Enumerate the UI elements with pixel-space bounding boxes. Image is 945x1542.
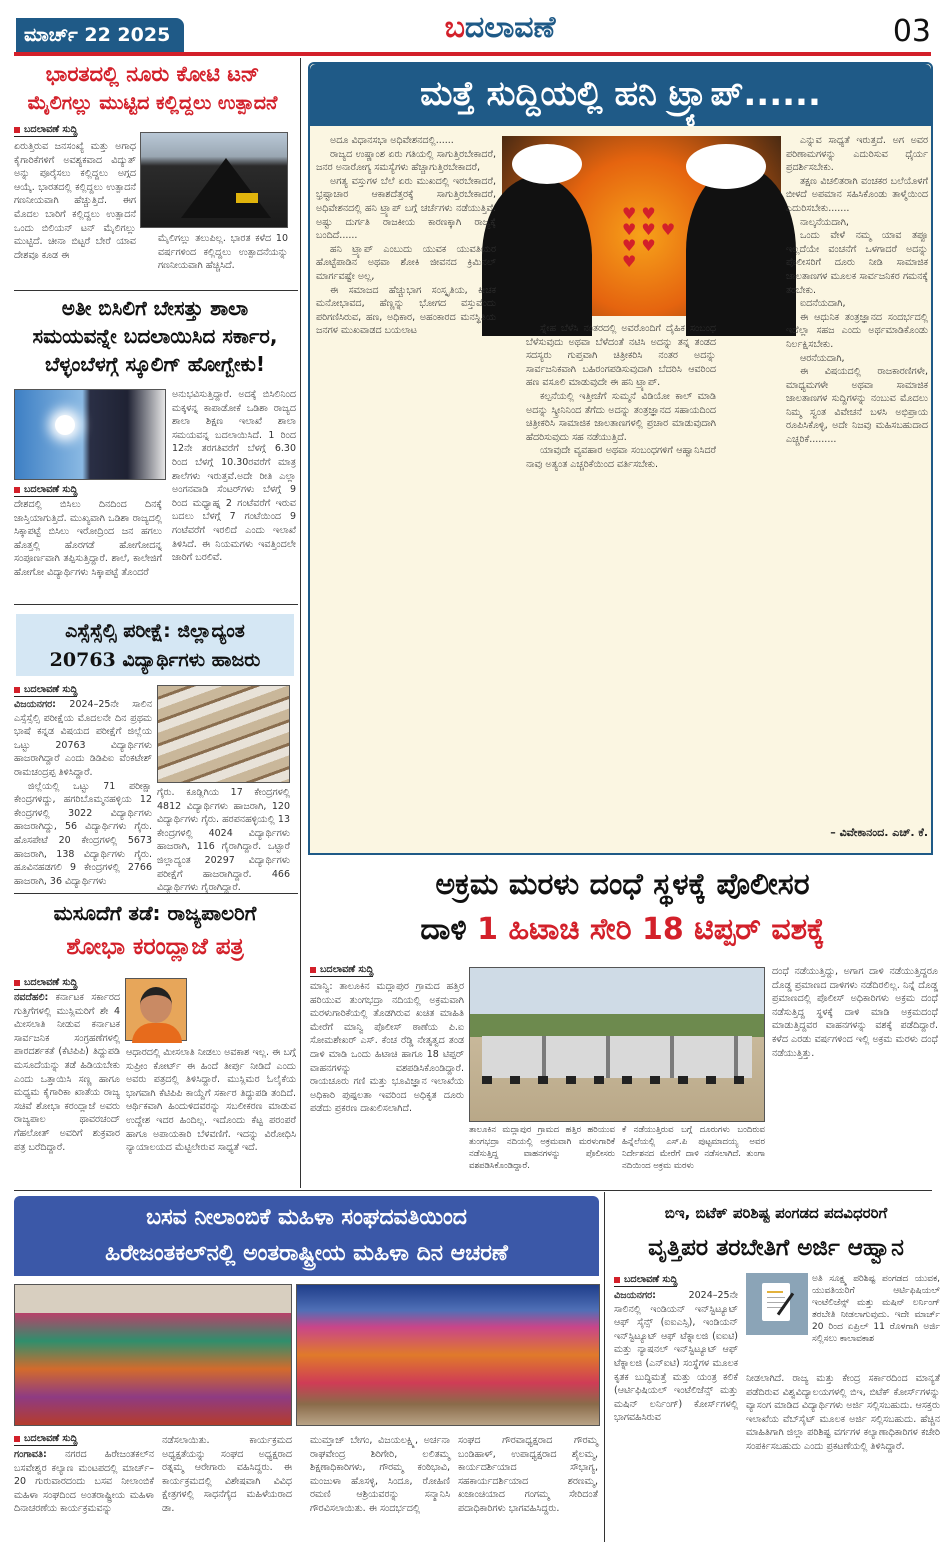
headline (305, 862, 940, 958)
column-divider (300, 58, 301, 1188)
event-photo-2 (296, 1284, 600, 1426)
heat-school-photo (14, 389, 166, 480)
article-text: ಅನುಭವಿಸುತ್ತಿದ್ದಾರೆ. ಅದಕ್ಕೆ ಬಿಸಿಲಿನಿಂದ ಮಕ್ಕಳನ್ನ ಕಾಪಾಡೋಕೆ ಒಡಿಶಾ ರಾಜ್ಯದ ಶಾಲಾ ಶಿಕ್ಷಣ ಇಲಾಖೆ ಶಾಲಾ ಸಮಯವನ್ನ ಬದಲಾಯಿಸಿದೆ. 1 ರಿಂದ 12ನೇ ತರಗತಿವರೆಗೆ ಬೆಳಗ್ಗೆ 6.30 ರಿಂದ ಬೆಳಗ್ಗೆ 10.30ರವರೆಗೆ ಮಾತ್ರ ಶಾಲೆಗಳು ಇರುತ್ತವೆ.ಅದೇ ರೀತಿ ಎಲ್ಲಾ ಅಂಗನವಾಡಿ ಸೆಂಟರ್‌ಗಳು ಬೆಳಗ್ಗೆ 9 ರಿಂದ ಮಧ್ಯಾಹ್ನ 2 ಗಂಟೆವರೆಗೆ ಇರುವ ಬದಲು ಬೆಳಗ್ಗೆ 7 ಗಂಟೆಯಿಂದ 9 ಗಂಟೆವರೆಗೆ ಇರಲಿದೆ ಎಂದು ಇಲಾಖೆ ತಿಳಿಸಿದೆ. ಈ ನಿಯಮಗಳು ಇವತ್ತಿಂದಲೇ ಜಾರಿಗೆ ಬರಲಿವೆ. (172, 389, 296, 564)
event-photo-1 (14, 1284, 292, 1426)
headline-line: ವೃತ್ತಿಪರ ತರಬೇತಿಗೆ ಅರ್ಜಿ ಆಹ್ವಾನ (648, 1235, 904, 1261)
article-text: ಸಂಘದ ಗೌರವಾಧ್ಯಕ್ಷರಾದ ಗೌರಮ್ಮ ಬಂಡಿಹಾಳ್, ಉಪಾಧ್ಯಕ್ಷರಾದ ಶೈಲಮ್ಮ, ಕಾರ್ಯದರ್ಶಿಯಾದ ಸೌಭಾಗ್ಯ, ಸಹಕಾರ್ಯದರ್ಶಿಯಾದ ಶರಣಮ್ಮ, ಖಜಾಂಚಿಯಾದ ಗಂಗಮ್ಮ ಸೇರಿದಂತೆ ಪದಾಧಿಕಾರಿಗಳು ಭಾಗವಹಿಸಿದ್ದರು. (458, 1435, 598, 1514)
dateline: ವಿಜಯನಗರ: (614, 1290, 656, 1301)
headline-line: ಹಿರೇಜಂತಕಲ್‌ನಲ್ಲಿ ಅಂತರಾಷ್ಟ್ರೀಯ ಮಹಿಳಾ ದಿನ ಆಚರಣೆ (105, 1241, 508, 1266)
headline-line: ಭಾರತದಲ್ಲಿ ನೂರು ಕೋಟಿ ಟನ್ (45, 62, 260, 86)
article-paragraph: ರಾಜ್ಯದ ಉಷ್ಣಾಂಶ ಏರು ಗತಿಯಲ್ಲಿ ಸಾಗುತ್ತಿರಬೇಕಾದರೆ, ಜನರ ಅನಾರೋಗ್ಯ ಸಮಸ್ಯೆಗಳು ಹೆಚ್ಚಾಗುತ್ತಿರಬೇಕಾದರೆ, (316, 148, 496, 174)
article-text: ಏರುತ್ತಿರುವ ಜನಸಂಖ್ಯೆ ಮತ್ತು ಅಗಾಧ ಕೈಗಾರಿಕೆಗಳಿಗೆ ಅವಶ್ಯಕವಾದ ವಿದ್ಯುತ್ ಅನ್ನು ಪೂರೈಸಲು ಕಲ್ಲಿದ್ದಲು ಅಗ್ಗದ ಆಯ್ಕೆ. ಭಾರತದಲ್ಲಿ ಕಲ್ಲಿದ್ದಲು ಉತ್ಪಾದನೆ ಗಣನೀಯವಾಗಿ ಹೆಚ್ಚುತ್ತಿದೆ. ಈಗ ಮೊದಲ ಬಾರಿಗೆ ಕಲ್ಲಿದ್ದಲು ಉತ್ಪಾದನೆ ಒಂದು ಬಿಲಿಯನ್ ಟನ್ ಮೈಲಿಗಲ್ಲು ಮುಟ್ಟಿದೆ. ಚೀನಾ ಬಿಟ್ಟರೆ ಬೇರೆ ಯಾವ ದೇಶವೂ ಕೂಡ ಈ (14, 141, 136, 261)
headline-line: ಬಸವ ನೀಲಾಂಬಿಕೆ ಮಹಿಳಾ ಸಂಘದವತಿಯಿಂದ (146, 1205, 467, 1230)
document-quill-icon (746, 1273, 808, 1335)
divider (14, 893, 298, 894)
author: – ವಿವೇಕಾನಂದ. ಎಚ್. ಕೆ. (830, 826, 928, 839)
article-text: ನೀಡಲಾಗಿದೆ. ರಾಜ್ಯ ಮತ್ತು ಕೇಂದ್ರ ಸರ್ಕಾರದಿಂದ ಮಾನ್ಯತೆ ಪಡೆದಿರುವ ವಿಶ್ವವಿದ್ಯಾಲಯಗಳಲ್ಲಿ ಬಿಇ, ಬಿಟೆಕ್ ಕೋರ್ಸ್‌ಗಳನ್ನು ವ್ಯಾಸಂಗ ಮಾಡಿದ ವಿದ್ಯಾರ್ಥಿಗಳು ಅರ್ಜಿ ಸಲ್ಲಿಸಬಹುದು. ಆಸಕ್ತರು ಇಲಾಖೆಯ ವೆಬ್‌ಸೈಟ್ ಮೂಲಕ ಅರ್ಜಿ ಸಲ್ಲಿಸಬಹುದು. ಹೆಚ್ಚಿನ ಮಾಹಿತಿಗಾಗಿ ಜಿಲ್ಲಾ ಪರಿಶಿಷ್ಟ ವರ್ಗಗಳ ಕಲ್ಯಾಣಾಧಿಕಾರಿಗಳ ಕಚೇರಿ ಸಂಪರ್ಕಿಸಬಹುದು ಎಂದು ಪ್ರಕಟಣೆಯಲ್ಲಿ ತಿಳಿಸಿದ್ದಾರೆ. (746, 1373, 940, 1452)
article-text: ಮೈಲಿಗಲ್ಲು ತಲುಪಿಲ್ಲ. ಭಾರತ ಕಳೆದ 10 ವರ್ಷಗಳಿಂದ ಕಲ್ಲಿದ್ದಲು ಉತ್ಪಾದನೆಯನ್ನು ಗಣನೀಯವಾಗಿ ಹೆಚ್ಚಿಸಿದೆ. (158, 233, 288, 272)
dateline: ಗಂಗಾವತಿ: (14, 1449, 47, 1460)
exam-hall-photo (157, 685, 290, 783)
headline (10, 294, 300, 378)
headline: ಮತ್ತೆ ಸುದ್ದಿಯಲ್ಲಿ ಹನಿ ಟ್ರ್ಯಾಪ್...... (310, 64, 931, 126)
byline: ಬದಲಾವಣೆ ಸುದ್ದಿ (14, 684, 77, 697)
header-rule (14, 52, 931, 56)
article-paragraph: ಒಂದು ವೇಳೆ ನಮ್ಮ ಯಾವ ತಪ್ಪೂ ಇಲ್ಲದೆಯೇ ವಂಚನೆಗೆ ಒಳಗಾದರೆ ಅದನ್ನು ಪೊಲೀಸರಿಗೆ ದೂರು ನೀಡಿ ಸಾಮಾಜಿಕ ಜಾಲತಾಣಗಳ ಮೂಲಕ ಸಾರ್ವಜನಿಕರ ಗಮನಕ್ಕೆ ತರಬೇಕು. (786, 230, 928, 296)
article-paragraph: ಅಗತ್ಯ ವಸ್ತುಗಳ ಬೆಲೆ ಏರು ಮುಖದಲ್ಲಿ ಇರಬೇಕಾದರೆ, ಭ್ರಷ್ಟಾಚಾರ ಆಕಾಶದೆತ್ತರಕ್ಕೆ ಸಾಗುತ್ತಿರಬೇಕಾದರೆ, ಅಧಿವೇಶನದಲ್ಲಿ ಹನಿ ಟ್ರ್ಯಾಪ್ ಬಗ್ಗೆ ಚರ್ಚೆಗಳು ನಡೆಯುತ್ತಿವೆ. ಅಷ್ಟು ದುರ್ಗತಿ ರಾಜಕೀಯ ಕಾರಣಕ್ಕಾಗಿ ರಾಜ್ಯಕ್ಕೆ ಬಂದಿದೆ...... (316, 175, 496, 242)
article-text-lead: ಕರ್ನಾಟಕ ಸರ್ಕಾರದ ಗುತ್ತಿಗೆಗಳಲ್ಲಿ ಮುಸ್ಲಿಮರಿಗೆ ಶೇ 4 ಮೀಸಲಾತಿ ನೀಡುವ ಕರ್ನಾಟಕ ಸಾರ್ವಜನಿಕ ಸಂಗ್ರಹಣೆಗಳಲ್ಲಿ ಪಾರದರ್ಶಕತೆ (ಕೆಟಿಪಿಪಿ) ತಿದ್ದುಪಡಿ ಮಸೂದೆಯನ್ನು ತಡೆ ಹಿಡಿಯಬೇಕು ಎಂದು ಒತ್ತಾಯಿಸಿ ಸಣ್ಣ ಹಾಗೂ ಮಧ್ಯಮ ಕೈಗಾರಿಕಾ ಖಾತೆಯ ರಾಜ್ಯ ಸಚಿವೆ ಶೋಭಾ ಕರಂದ್ಲಾಜೆ ಅವರು ರಾಜ್ಯಪಾಲ ಥಾವರಚಂದ್ ಗೆಹಲೋತ್ ಅವರಿಗೆ ಶುಕ್ರವಾರ ಪತ್ರ ಬರೆದಿದ್ದಾರೆ. (14, 992, 120, 1153)
photo-caption: ತಾಲೂಕಿನ ಮದ್ಲಾಪುರ ಗ್ರಾಮದ ಹತ್ತಿರ ಹರಿಯುವ ತುಂಗಭದ್ರಾ ನದಿಯಲ್ಲಿ ಅಕ್ರಮವಾಗಿ ಮರಳುಗಾರಿಕೆ ನಡೆಸುತ್ತಿದ್ದ ವಾಹನಗಳನ್ನು ಪೊಲೀಸರು ವಶಪಡಿಸಿಕೊಂಡಿದ್ದಾರೆ. (469, 1125, 615, 1171)
divider (14, 604, 298, 605)
dateline: ನವದೆಹಲಿ: (14, 992, 49, 1003)
article-text: ಗೈರು. ಕೂಡ್ಲಿಗಿಯ 17 ಕೇಂದ್ರಗಳಲ್ಲಿ 4812 ವಿದ್ಯಾರ್ಥಿಗಳು ಹಾಜರಾಗಿ, 120 ವಿದ್ಯಾರ್ಥಿಗಳು ಗೈರು. ಹರಪನಹಳ್ಳಿಯಲ್ಲಿ 13 ಕೇಂದ್ರಗಳಲ್ಲಿ 4024 ವಿದ್ಯಾರ್ಥಿಗಳು ಹಾಜರಾಗಿ, 116 ಗೈರಾಗಿದ್ದಾರೆ. ಒಟ್ಟಾರೆ ಜಿಲ್ಲಾದ್ಯಂತ 20297 ವಿದ್ಯಾರ್ಥಿಗಳು ಪರೀಕ್ಷೆಗೆ ಹಾಜರಾಗಿದ್ದಾರೆ. 466 ವಿದ್ಯಾರ್ಥಿಗಳು ಗೈರಾಗಿದ್ದಾರೆ. (157, 787, 290, 894)
byline: ಬದಲಾವಣೆ ಸುದ್ದಿ (14, 1433, 77, 1446)
headline-part: ದಾಳಿ (420, 912, 478, 947)
headline-line: ಮಸೂದೆಗೆ ತಡೆ: ರಾಜ್ಯಪಾಲರಿಗೆ (53, 901, 257, 925)
shobha-karandlaje-photo (125, 978, 187, 1041)
article-paragraph: ಯಾವುದೇ ವ್ಯವಹಾರ ಅಥವಾ ಸಂಬಂಧಗಳಿಗೆ ಆಹ್ವಾನಿಸಿದರೆ ನಾವು ಅತ್ಯಂತ ಎಚ್ಚರಿಕೆಯಿಂದ ವರ್ತಿಸಬೇಕು. (526, 445, 716, 470)
article-paragraph: ಈ ಆಧುನಿಕ ತಂತ್ರಜ್ಞಾನದ ಸಂದರ್ಭದಲ್ಲಿ ಇದೆಲ್ಲಾ ಸಹಜ ಎಂದು ಅರ್ಥಮಾಡಿಕೊಂಡು ನಿರ್ಲಕ್ಷಿಸಬೇಕು. (786, 311, 928, 350)
dateline: ವಿಜಯನಗರ: (14, 699, 56, 710)
article-paragraph: ಕಲ್ಪನೆಯಲ್ಲಿ ಇತ್ತೀಚೆಗೆ ಸುಮ್ಮನೆ ವಿಡಿಯೋ ಕಾಲ್ ಮಾಡಿ ಅದನ್ನು ಸ್ಕ್ರೀನಿನಿಂದ ತೆಗೆದು ಅದನ್ನು ತಂತ್ರಜ್ಞಾನದ ಸಹಾಯದಿಂದ ಚಿತ್ರೀಕರಿಸಿ ಸಾಮಾಜಿಕ ಜಾಲತಾಣಗಳಲ್ಲಿ ಪ್ರಚಾರ ಮಾಡುವುದಾಗಿ ಹೆದರಿಸುವುದು ಸಹ ನಡೆಯುತ್ತಿದೆ. (526, 390, 716, 443)
divider (14, 290, 298, 291)
headline-line (305, 907, 940, 952)
article-text (14, 991, 120, 1187)
headline-line: ಮೈಲಿಗಲ್ಲು ಮುಟ್ಟಿದ ಕಲ್ಲಿದ್ದಲು ಉತ್ಪಾದನೆ (27, 92, 278, 114)
coal-mine-photo (140, 132, 288, 228)
byline: ಬದಲಾವಣೆ ಸುದ್ದಿ (310, 964, 373, 977)
masthead-logo (360, 10, 640, 50)
article-paragraph: ಜಿಲ್ಲೆಯಲ್ಲಿ ಒಟ್ಟು 71 ಪರೀಕ್ಷಾ ಕೇಂದ್ರಗಳಿದ್ದು, ಹಗರಿಬೊಮ್ಮನಹಳ್ಳಿಯ 12 ಕೇಂದ್ರಗಳಲ್ಲಿ 3022 ವಿದ್ಯಾರ್ಥಿಗಳು ಹಾಜರಾಗಿದ್ದು, 56 ವಿದ್ಯಾರ್ಥಿಗಳು ಗೈರು. ಹೊಸಪೇಟೆ 20 ಕೇಂದ್ರಗಳಲ್ಲಿ 5673 ಹಾಜರಾಗಿ, 138 ವಿದ್ಯಾರ್ಥಿಗಳು ಗೈರು. ಹೂವಿನಹಡಗಲಿ 9 ಕೇಂದ್ರಗಳಲ್ಲಿ 2766 ಹಾಜರಾಗಿ, 36 ವಿದ್ಯಾರ್ಥಿಗಳು (14, 780, 152, 887)
article-paragraph: ಸ್ನೇಹ ಬೆಳೆಸಿ ನಂತರದಲ್ಲಿ ಅವರೊಂದಿಗೆ ದೈಹಿಕ ಸಂಬಂಧ ಬೆಳೆಸುವುದು ಅಥವಾ ಬೆಳೆದಂತೆ ನಟಿಸಿ ಅದನ್ನು ತನ್ನ ತಂಡದ ಸದಸ್ಯರು ಗುಪ್ತವಾಗಿ ಚಿತ್ರೀಕರಿಸಿ ನಂತರ ಅದನ್ನು ಸಾರ್ವಜನಿಕವಾಗಿ ಬಹಿರಂಗಪಡಿಸುವುದಾಗಿ ಬೆದರಿಸಿ ಆವರಿಂದ ಹಣ ವಸೂಲಿ ಮಾಡುವುದೇ ಈ ಹನಿ ಟ್ರ್ಯಾಪ್. (526, 323, 716, 389)
headline-line: 20763 ವಿದ್ಯಾರ್ಥಿಗಳು ಹಾಜರು (49, 649, 261, 671)
byline: ಬದಲಾವಣೆ ಸುದ್ದಿ (14, 977, 77, 990)
article-paragraph: ಐದನೆಯದಾಗಿ, (800, 298, 846, 310)
article-text: ದಂಧೆ ನಡೆಯುತ್ತಿದ್ದು, ಅಗಾಗ ದಾಳಿ ನಡೆಯುತ್ತಿದ್ದರೂ ದೊಡ್ಡ ಪ್ರಮಾಣದ ದಾಳಿಗಳು ನಡೆದಿರಲಿಲ್ಲ. ನಿನ್ನೆ ದೊಡ್ಡ ಪ್ರಮಾಣದಲ್ಲಿ ಪೊಲೀಸ್ ಅಧಿಕಾರಿಗಳು ಅಕ್ರಮ ದಂಧೆ ನಡೆಸುತ್ತಿದ್ದ ಸ್ಥಳಕ್ಕೆ ದಾಳಿ ಮಾಡಿ ಅಕ್ರಮದಂಧೆ ಮಾಡುತ್ತಿದ್ದವರ ವಾಹನಗಳನ್ನು ವಶಕ್ಕೆ ಪಡೆದಿದ್ದಾರೆ. ಕಳೆದ ಎರಡು ವರ್ಷಗಳಿಂದ ಇಲ್ಲಿ ಅಕ್ರಮ ಮರಳು ದಂಧೆ ನಡೆಯುತ್ತಿತ್ತು. (772, 966, 938, 1059)
article-text: ಮುಮ್ತಾಜ್ ಬೇಗಂ, ವಿಜಯಲಕ್ಷ್ಮಿ, ಅರ್ಚನಾ ರಾಘವೇಂದ್ರ ಶಿರಿಗೇರಿ, ಲಲಿತಮ್ಮ ಶಿಕ್ಷಣಾಧಿಕಾರಿಗಳು, ಗೌರಮ್ಮ ಕಂಠಿಭಾವಿ, ಮಂಜುಳಾ ಹೊಸಳ್ಳಿ, ಸಿಂದೂ, ರೋಹಿಣಿ ರಮಣಿ ಆಶ್ರಿಯವರನ್ನು ಸನ್ಮಾನಿಸಿ ಗೌರವಿಸಲಾಯಿತು. ಈ ಸಂದರ್ಭದಲ್ಲಿ (310, 1435, 450, 1514)
honey-trap-column-2 (526, 322, 716, 850)
seized-tippers-photo (469, 967, 765, 1122)
headline-line: ಅತೀ ಬಿಸಿಲಿಗೆ ಬೇಸತ್ತು ಶಾಲಾ (61, 296, 249, 320)
headline-line: ಬಿಇ, ಬಿಟೆಕ್ ಪರಿಶಿಷ್ಟ ಪಂಗಡದ ಪದವಿಧರರಿಗೆ (664, 1204, 888, 1222)
article-paragraph: ತಕ್ಷಣ ವಿಚಲಿತರಾಗಿ ವಂಚಕರ ಬಲೆಯೊಳಗೆ ಬೀಳದೆ ಅಪಮಾನ ಸಹಿಸಿಕೊಂಡು ತಾಳ್ಮೆಯಿಂದ ಎದುರಿಸಬೇಕು....... (786, 175, 928, 214)
headline-line: ಎಸ್ಸೆಸ್ಸೆಲ್ಸಿ ಪರೀಕ್ಷೆ: ಜಿಲ್ಲಾದ್ಯಂತ (65, 620, 245, 642)
headline-line: ಅಕ್ರಮ ಮರಳು ದಂಧೆ ಸ್ಥಳಕ್ಕೆ ಪೊಲೀಸರ (435, 867, 810, 902)
article-text: ಆಧಾರದಲ್ಲಿ ಮೀಸಲಾತಿ ನೀಡಲು ಅವಕಾಶ ಇಲ್ಲ. ಈ ಬಗ್ಗೆ ಸುಪ್ರೀಂ ಕೋರ್ಟ್ ಈ ಹಿಂದೆ ತೀರ್ಪು ನೀಡಿದೆ ಎಂದು ಅವರು ಪತ್ರದಲ್ಲಿ ತಿಳಿಸಿದ್ದಾರೆ. ಮುಸ್ಲಿಮರ ಓಲೈಕೆಯ ಭಾಗವಾಗಿ ಕೆಟಿಪಿಪಿ ಕಾಯ್ದೆಗೆ ಸರ್ಕಾರ ತಿದ್ದುಪಡಿ ತಂದಿದೆ. ಆರ್ಥಿಕವಾಗಿ ಹಿಂದುಳಿದವರನ್ನು ಸಬಲೀಕರಣ ಮಾಡುವ ಉದ್ದೇಶ ಇದರ ಹಿಂದಿಲ್ಲ. ಇದೊಂದು ಕೆಟ್ಟ ಪರಂಪರೆ ಹಾಗೂ ಅಪಾಯಕಾರಿ ಬೆಳವಣಿಗೆ. ಇದನ್ನು ವಿರೋಧಿಸಿ ನ್ಯಾಯಾಲಯದ ಮೆಟ್ಟಿಲೇರುವ ಸಾಧ್ಯತೆ ಇದೆ. (126, 1047, 296, 1154)
honey-trap-illustration: ♥ ♥ ♥ ♥ ♥ ♥ ♥ ♥ (502, 136, 781, 316)
headline-line: ಬೆಳ್ಳಂಬೆಳಗ್ಗೆ ಸ್ಕೂಲಿಗ್ ಹೋಗ್ಬೇಕು! (44, 352, 266, 376)
article-text-lead: ನಗರದ ಹಿರೇಜಂತಕಲ್‌ನ ಬಸವೇಶ್ವರ ಕಲ್ಯಾಣ ಮಂಟಪದಲ್ಲಿ ಮಾರ್ಚ್–20 ಗುರುವಾರದಂದು ಬಸವ ನೀಲಾಂಬಿಕೆ ಮಹಿಳಾ ಸಂಘದಿಂದ ಅಂತರಾಷ್ಟ್ರೀಯ ಮಹಿಳಾ ದಿನಾಚರಣೆಯ ಕಾರ್ಯಕ್ರಮವನ್ನು (14, 1449, 154, 1515)
article-text: ಮಾನ್ವಿ: ತಾಲೂಕಿನ ಮದ್ಲಾಪುರ ಗ್ರಾಮದ ಹತ್ತಿರ ಹರಿಯುವ ತುಂಗಭದ್ರಾ ನದಿಯಲ್ಲಿ ಅಕ್ರಮವಾಗಿ ಮರಳುಗಾರಿಕೆಯಲ್ಲಿ ತೊಡಗಿರುವ ಖಚಿತ ಮಾಹಿತಿ ಮೇರೆಗೆ ಮಾನ್ವಿ ಪೊಲೀಸ್ ಠಾಣೆಯ ಪಿ.ಐ ಸೋಮಶೇಖರ್ ಎಸ್. ಕೆಂಚ ರೆಡ್ಡಿ ನೇತೃತ್ವದ ತಂಡ ದಾಳಿ ಮಾಡಿ ಒಂದು ಹಿಟಾಚಿ ಹಾಗೂ 18 ಟಿಪ್ಪರ್ ವಾಹನಗಳನ್ನು ವಶಪಡಿಸಿಕೊಂಡಿದ್ದಾರೆ. ರಾಯಚೂರು ಗಣಿ ಮತ್ತು ಭೂವಿಜ್ಞಾನ ಇಲಾಖೆಯ ಅಧಿಕಾರಿ ಪುಷ್ಪಲತಾ ಇವರಿಂದ ಅಧಿಕೃತ ದೂರು ಪಡೆದು ಪ್ರಕರಣ ದಾಖಲಿಸಲಾಗಿದೆ. (310, 981, 464, 1115)
headline-box (14, 1196, 599, 1276)
article-text (614, 1289, 738, 1537)
headline (10, 897, 300, 967)
headline (10, 60, 295, 120)
article-paragraph: ಈ ಸಮಾಜದ ಹೆಚ್ಚುಭಾಗ ಸಂಸ್ಕೃತಿಯ, ಕೀಚಕ ಮನೋಭಾವದ, ಹೆಣ್ಣನ್ನು ಭೋಗದ ವಸ್ತುವೆಂದು ಪರಿಗಣಿಸಿರುವ, ಹಣ, ಅಧಿಕಾರ, ಅಹಂಕಾರದ ಮನಸ್ಥಿತಿಯ ಜನಗಳ ಮುಖವಾಡದ ಬಯಲಾಟ (316, 284, 496, 337)
byline: ಬದಲಾವಣೆ ಸುದ್ದಿ (614, 1274, 677, 1287)
page-number: 03 (892, 14, 931, 49)
article-paragraph: ಅದೂ ವಿಧಾನಸಭಾ ಅಧಿವೇಶನದಲ್ಲಿ...... (330, 135, 454, 146)
byline: ಬದಲಾವಣೆ ಸುದ್ದಿ (14, 484, 77, 497)
article-paragraph: ಹನಿ ಟ್ರ್ಯಾಪ್ ಎಂಬುದು ಯುವಕ ಯುವತಿಯರ ಹೊಟ್ಟೆಪಾಡಿನ ಅಥವಾ ಶೋಕಿ ಜೀವನದ ಕ್ರಿಮಿನಲ್ ಮಾರ್ಗವಷ್ಟೇ ಅಲ್ಲ, (316, 243, 496, 282)
photo-caption: ಕೆ ನಡೆಯುತ್ತಿರುವ ಬಗ್ಗೆ ದೂರುಗಳು ಬಂದಿರುವ ಹಿನ್ನೆಲೆಯಲ್ಲಿ ಎಸ್.ಪಿ ಪುಟ್ಟಮಾದಯ್ಯ ಅವರ ನಿರ್ದೇಶನದ ಮೇರೆಗೆ ದಾಳಿ ನಡೆಸಲಾಗಿದೆ. ತುಂಗಾ ನದಿಯಿಂದ ಅಕ್ರಮ ಮರಳು (622, 1125, 765, 1171)
article-text-lead: 2024–25ನೇ ಸಾಲಿನ ಎಸ್ಸೆಸ್ಸೆಲ್ಸಿ ಪರೀಕ್ಷೆಯ ಮೊದಲನೇ ದಿನ ಪ್ರಥಮ ಭಾಷೆ ಕನ್ನಡ ವಿಷಯದ ಪರೀಕ್ಷೆಗೆ ಜಿಲ್ಲೆಯ ಒಟ್ಟು 20763 ವಿದ್ಯಾರ್ಥಿಗಳು ಹಾಜರಾಗಿದ್ದಾರೆ ಎಂದು ಡಿಡಿಪಿಐ ವೆಂಕಟೇಶ್ ರಾಮಚಂದ್ರಪ್ಪ ತಿಳಿಸಿದ್ದಾರೆ. (14, 699, 152, 778)
article-paragraph: ಎನ್ನುವ ಸಾಧ್ಯತೆ ಇರುತ್ತದೆ. ಅಗ ಅವರ ಪರಿಣಾಮಗಳನ್ನು ಎದುರಿಸುವ ಧೈರ್ಯ ಪ್ರದರ್ಶಿಸಬೇಕು. (786, 135, 928, 174)
date-box: ಮಾರ್ಚ್ 22 2025 (16, 18, 184, 52)
article-text: ಅತಿ ಸೂಕ್ಷ್ಮ ಪರಿಶಿಷ್ಟ ಪಂಗಡದ ಯುವಕ, ಯುವತಿಯರಿಗೆ ಆರ್ಟಿಫಿಷಿಯಲ್ ಇಂಟೆಲಿಜೆನ್ಸ್ ಮತ್ತು ಮಷಿನ್ ಲರ್ನಿಂಗ್ ತರಬೇತಿ ನೀಡಲಾಗುವುದು. ಇದೇ ಮಾರ್ಚ್ 20 ರಿಂದ ಏಪ್ರಿಲ್ 11 ರೊಳಗಾಗಿ ಅರ್ಜಿ ಸಲ್ಲಿಸಲು ಕಾಲಾವಕಾಶ (812, 1274, 940, 1344)
article-paragraph: ನಾಲ್ಕನೆಯದಾಗಿ, (800, 216, 849, 228)
article-text: ದೇಶದಲ್ಲಿ ಬಿಸಿಲು ದಿನದಿಂದ ದಿನಕ್ಕೆ ಜಾಸ್ತಿಯಾಗುತ್ತಿದೆ. ಮುಖ್ಯವಾಗಿ ಒಡಿಶಾ ರಾಜ್ಯದಲ್ಲಿ ಸಿಕ್ಕಾಪಟ್ಟೆ ಬಿಸಿಲು ಇರೋದ್ರಿಂದ ಜನ ಹಗಲು ಹೊತ್ತಲ್ಲಿ ಹೊರಗಡೆ ಹೋಗೋದನ್ನ ಸಂಪೂರ್ಣವಾಗಿ ತಪ್ಪಿಸುತ್ತಿದ್ದಾರೆ. ಶಾಲೆ, ಕಾಲೇಜಿಗೆ ಹೋಗೋ ವಿದ್ಯಾರ್ಥಿಗಳು ಸಿಕ್ಕಾಪಟ್ಟೆ ತೊಂದರೆ (14, 499, 162, 578)
article-paragraph: ಆರನೆಯದಾಗಿ, (800, 352, 845, 364)
honey-trap-column-3 (786, 134, 928, 814)
headline-part: 1 ಹಿಟಾಚಿ ಸೇರಿ 18 ಟಿಪ್ಪರ್ ವಶಕ್ಕೆ (477, 912, 825, 947)
byline: ಬದಲಾವಣೆ ಸುದ್ದಿ (14, 124, 77, 137)
divider (14, 1190, 932, 1191)
article-text (14, 698, 152, 887)
headline-box (16, 614, 294, 676)
honey-trap-column-1 (316, 134, 496, 850)
article-text: ನಡೆಸಲಾಯಿತು. ಕಾರ್ಯಕ್ರಮದ ಅಧ್ಯಕ್ಷತೆಯನ್ನು ಸಂಘದ ಅಧ್ಯಕ್ಷರಾದ ರತ್ನಮ್ಮ ಆರೇಗಾರು ವಹಿಸಿದ್ದರು. ಈ ಕಾರ್ಯಕ್ರಮದಲ್ಲಿ ವಿಶೇಷವಾಗಿ ವಿವಿಧ ಕ್ಷೇತ್ರಗಳಲ್ಲಿ ಸಾಧನೆಗೈದ ಮಹಿಳೆಯರಾದ ಡಾ. (162, 1435, 292, 1514)
article-text (14, 1448, 154, 1540)
masthead-first-letter: ಬ (444, 10, 465, 45)
article-paragraph: ಈ ವಿಷಯದಲ್ಲಿ ರಾಜಕಾರಣಿಗಳೇ, ಮಾಧ್ಯಮಗಳೇ ಅಥವಾ ಸಾಮಾಜಿಕ ಜಾಲತಾಣಗಳ ಸುದ್ದಿಗಳನ್ನು ನಂಬುವ ಮೊದಲು ನಿಮ್ಮ ಸ್ವಂತ ವಿವೇಚನೆ ಬಳಸಿ ಅಭಿಪ್ರಾಯ ರೂಪಿಸಿಕೊಳ್ಳಿ, ಅದೇ ನಿಜವು ಮಹಿಸಬಹುದಾದ ಎಚ್ಚರಿಕೆ......... (786, 366, 928, 446)
article-text-lead: 2024–25ನೇ ಸಾಲಿನಲ್ಲಿ ಇಂಡಿಯನ್ ಇನ್‌ಸ್ಟಿಟ್ಯೂಟ್ ಆಫ್ ಸೈನ್ಸ್ (ಐಐಎಸ್ಸಿ), ಇಂಡಿಯನ್ ಇನ್‌ಸ್ಟಿಟ್ಯೂಟ್ ಆಫ್ ಟೆಕ್ನಾಲಜಿ (ಐಐಟಿ) ಮತ್ತು ನ್ಯಾಷನಲ್ ಇನ್‌ಸ್ಟಿಟ್ಯೂಟ್ ಆಫ್ ಟೆಕ್ನಾಲಜಿ (ಎನ್‌ಐಟಿ) ಸಂಸ್ಥೆಗಳ ಮೂಲಕ ಕೃತಕ ಬುದ್ಧಿಮತ್ತೆ ಮತ್ತು ಯಂತ್ರ ಕಲಿಕೆ (ಆರ್ಟಿಫಿಷಿಯಲ್ ಇಂಟೆಲಿಜೆನ್ಸ್ ಮತ್ತು ಮಷಿನ್ ಲರ್ನಿಂಗ್) ಕೋರ್ಸ್‌ಗಳಲ್ಲಿ ಭಾಗವಹಿಸಿರುವ (614, 1290, 738, 1424)
masthead-rest: ದಲಾವಣೆ (464, 10, 556, 45)
headline (610, 1196, 942, 1268)
headline-line: ಶೋಭಾ ಕರಂದ್ಲಾಜೆ ಪತ್ರ (66, 934, 244, 960)
column-divider (604, 1192, 605, 1542)
headline-line: ಸಮಯವನ್ನೇ ಬದಲಾಯಿಸಿದ ಸರ್ಕಾರ, (32, 324, 278, 348)
